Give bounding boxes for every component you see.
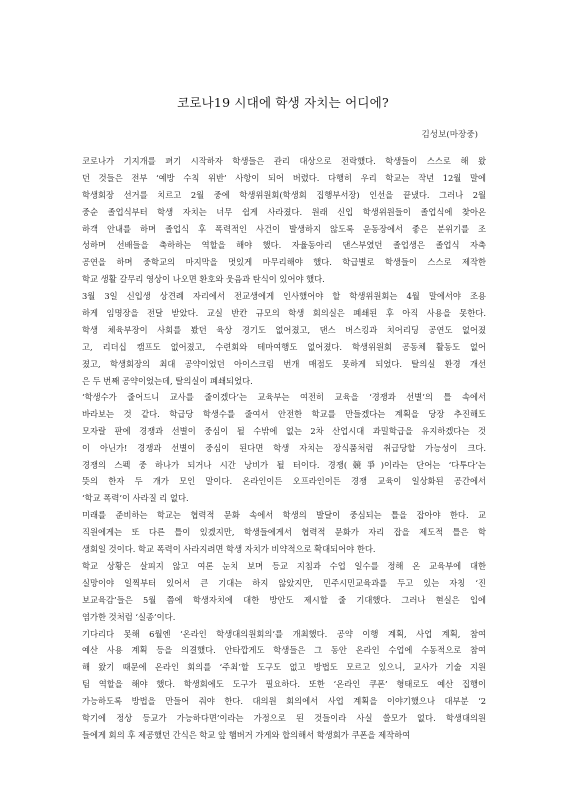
text-line: 들에게 회의 후 제공했던 간식은 학교 앞 햄버거 가게와 합의해서 학생회가 쿠폰을 제작하여 (82, 729, 411, 740)
text-line: 은 두 번째 공약이었는데, 탈의실이 폐쇄되었다. (82, 375, 253, 386)
text-line: 졌고, 학생회장의 최대 공약이었던 아이스크림 번개 매점도 못하게 되었다. 탈의실 환경 개선 (82, 358, 486, 369)
text-line: ‘학교 폭력’이 사라질 리 없다. (82, 493, 189, 504)
text-line: 하객 안내를 하며 졸업식 후 폭력적인 사건이 발생하지 않도록 운동장에서 좋은 분위기를 조 (82, 223, 486, 234)
text-line: 팀 역할을 해야 했다. 학생회에도 도구가 필요하다. 또한 ‘온라인 쿠폰’ 형태로도 예산 집행이 (82, 679, 486, 690)
paragraph-block (82, 558, 486, 744)
text-line: 학기에 정상 등교가 가능하다면’이라는 가정으로 된 것들이라 사실 쓸모가 없다. 학생대의원 (82, 713, 486, 724)
text-line: 경쟁의 스펙 중 하나가 되거나 시간 낭비가 될 터이다. 경쟁(競爭)이라는 단어는 ‘다투다’는 (82, 459, 486, 470)
text-line: 고, 리더십 캠프도 없어졌고, 수련회와 테마여행도 없어졌다. 학생위원회 공동체 활동도 없어 (82, 341, 486, 352)
text-line: 학생회장 선거를 치르고 2월 중에 학생위원회(학생회 집행부서장) 인선을 끝냈다. 그러나 2월 (82, 189, 486, 200)
text-line: 던 것들은 전부 ‘예방 수칙 위반’ 사항이 되어 버렸다. 다행히 우리 학교는 작년 12월 말에 (82, 172, 486, 183)
text-line: ‘학생수가 줄어드니 교사를 줄이겠다’는 교육부는 여전히 교육을 ‘경쟁과 선별’의 틀 속에서 (82, 392, 486, 402)
paragraph-block (82, 153, 486, 389)
author-byline: 김성보(마장중) (421, 130, 478, 140)
paragraph-block (82, 389, 486, 558)
text-line: 해 왔기 때문에 온라인 회의를 ‘주최’할 도구도 없고 방법도 모르고 있으니, 교사가 기술 지원 (82, 662, 486, 673)
text-line: 모자랄 판에 경쟁과 선별이 중심이 될 수밖에 없는 2차 산업시대 과밀학급을 유지하겠다는 것 (82, 425, 486, 436)
text-line: 염가한 것처럼 ‘실종’이다. (82, 611, 176, 622)
text-line: 가능하도록 방법을 만들어 줘야 한다. 대의원 회의에서 사업 계획을 이야기했으나 대부분 ‘2 (82, 696, 486, 707)
text-line: 학생 체육부장이 사회를 봤던 육상 경기도 없어졌고, 댄스 버스킹과 치어리딩 공연도 없어졌 (82, 324, 486, 335)
text-line: 바라보는 것 같다. 학급당 학생수를 줄여서 안전한 학교를 만들겠다는 계획을 당장 추진해도 (82, 408, 486, 419)
text-line: 실망이야 일찍부터 있어서 큰 기대는 하지 않았지만, 민주시민교육과를 두고 있는 자칭 ‘진 (82, 577, 486, 588)
text-line: 학교 상황은 살피지 않고 여론 눈치 보며 등교 지침과 수업 일수를 정해 온 교육부에 대한 (82, 561, 486, 571)
text-line: 기다리다 못해 6월엔 ‘온라인 학생대의원회의’를 개최했다. 공약 이행 계획, 사업 계획, 참여 (82, 628, 486, 639)
text-line: 예산 사용 계획 등을 의결했다. 안타깝게도 학생들은 그 동안 온라인 수업에 수동적으로 참여 (82, 645, 486, 656)
text-line: 성하며 선배들을 축하하는 역할을 해야 했다. 자율동아리 댄스부였던 졸업생은 졸업식 자축 (82, 240, 486, 251)
text-line: 이 아닌가! 경쟁과 선별이 중심이 된다면 학생 자치는 장식품처럼 취급당할 가능성이 크다. (82, 442, 486, 453)
text-line: 하게 임명장을 전달 받았다. 교실 반칸 규모의 학생 회의실은 폐쇄된 후 아직 사용을 못한다. (82, 308, 486, 319)
text-line: 학교 생활 갈무리 영상이 나오면 환호와 웃음과 탄식이 있어야 했다. (82, 274, 325, 285)
text-line: 생회일 것이다. 학교 폭력이 사라지려면 학생 자치가 비약적으로 확대되어야 한다. (82, 544, 376, 555)
page-title: 코로나19 시대에 학생 자치는 어디에? (177, 95, 389, 110)
text-line: 직원에게는 또 다른 틀이 있겠지만, 학생들에게서 협력적 문화가 자리 잡을 제도적 틀은 학 (82, 527, 486, 538)
text-line: 공연을 하며 중학교의 마지막을 멋있게 마무리해야 했다. 학급별로 학생들이 스스로 제작한 (82, 257, 486, 268)
text-line: 뜻의 한자 두 개가 모인 말이다. 온라인이든 오프라인이든 경쟁 교육이 일상화된 공간에서 (82, 476, 486, 487)
text-line: 코로나가 기지개를 펴기 시작하자 학생들은 관리 대상으로 전락했다. 학생들이 스스로 해 왔 (82, 156, 486, 166)
text-line: 3월 3일 신입생 상견례 자리에서 전교생에게 인사했어야 할 학생위원회는 4월 말에서야 조용 (82, 291, 486, 302)
text-line: 보교육감’들은 5월 쯤에 학생자치에 대한 방안도 제시할 줄 기대했다. 그러나 현실은 입에 (82, 594, 486, 605)
text-line: 중순 졸업식부터 학생 자치는 너무 쉽게 사라졌다. 원래 신입 학생위원들이 졸업식에 찾아온 (82, 206, 486, 217)
text-line: 미래를 준비하는 학교는 협력적 문화 속에서 학생의 발달이 중심되는 틀을 잡아야 한다. 교 (82, 510, 486, 521)
